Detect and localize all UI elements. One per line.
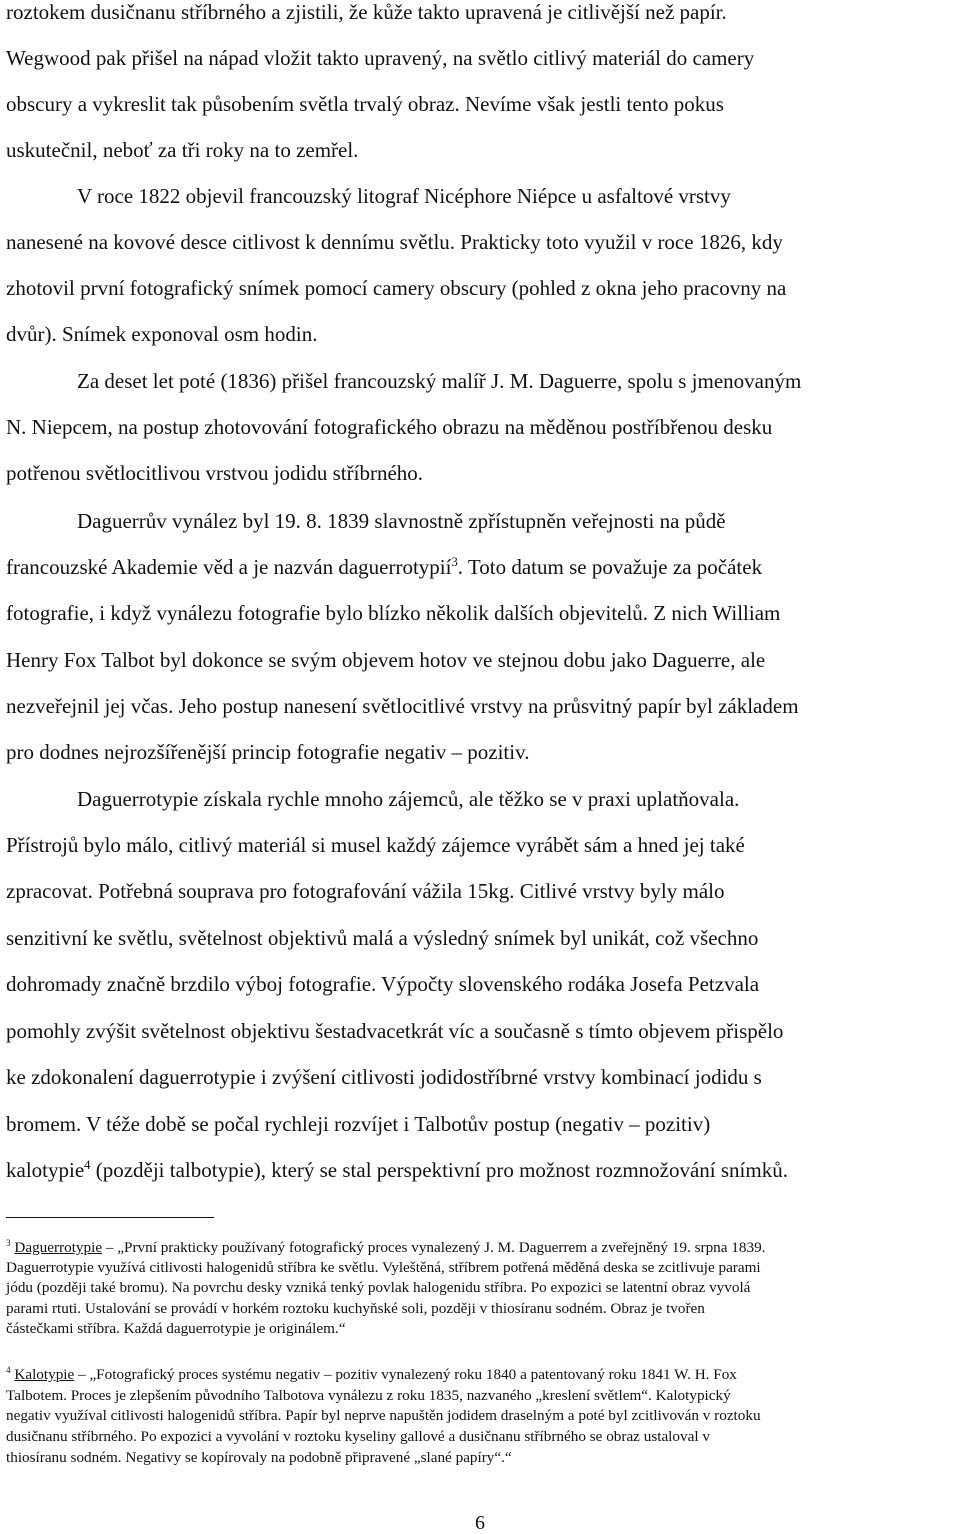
- paragraph-line: uskutečnil, neboť za tři roky na to zemřel.: [6, 138, 359, 162]
- footnote-ref-4[interactable]: 4: [84, 1158, 91, 1172]
- footnote-line: parami rtuti. Ustalování se provádí v horkém roztoku kuchyňské soli, později v thiosíranu sodném. Obraz je tvořen: [6, 1300, 705, 1317]
- footnote-line: jódu (později také bromu). Na povrchu desky vzniká tenký povlak halogenidu stříbra. Po expozici se latentní obraz vyvolá: [6, 1279, 751, 1296]
- paragraph-line: Wegwood pak přišel na nápad vložit takto upravený, na světlo citlivý materiál do camery: [6, 46, 755, 70]
- footnote-text: – „První prakticky používaný fotografický proces vynalezený J. M. Daguerrem a zveřejněný 19. srpna 1839.: [102, 1239, 766, 1256]
- paragraph-line: Henry Fox Talbot byl dokonce se svým objevem hotov ve stejnou dobu jako Daguerre, ale: [6, 648, 766, 672]
- paragraph-line: potřenou světlocitlivou vrstvou jodidu stříbrného.: [6, 461, 424, 485]
- paragraph-line: Daguerrotypie získala rychle mnoho zájemců, ale těžko se v praxi uplatňovala.: [77, 787, 740, 811]
- footnote-4: [6, 1365, 737, 1384]
- footnote-line: thiosíranu sodném. Negativy se kopírovaly na podobně připravené „slané papíry“.“: [6, 1449, 512, 1466]
- paragraph-line: [6, 1157, 788, 1183]
- paragraph-line: Přístrojů bylo málo, citlivý materiál si musel každý zájemce vyrábět sám a hned jej také: [6, 833, 745, 857]
- paragraph-line: zpracovat. Potřebná souprava pro fotografování vážila 15kg. Citlivé vrstvy byly málo: [6, 879, 725, 903]
- line-text: (později talbotypie), který se stal perspektivní pro možnost rozmnožování snímků.: [90, 1158, 788, 1182]
- paragraph-line: dvůr). Snímek exponoval osm hodin.: [6, 322, 318, 346]
- footnote-number: 4: [6, 1364, 11, 1375]
- line-text: kalotypie: [6, 1158, 85, 1182]
- footnote-ref-3[interactable]: 3: [451, 555, 458, 569]
- footnote-text: – „Fotografický proces systému negativ – pozitiv vynalezený roku 1840 a patentovaný roku 1841 W. H. Fox: [74, 1366, 737, 1383]
- footnote-3: [6, 1238, 765, 1257]
- paragraph-line: bromem. V téže době se počal rychleji rozvíjet i Talbotův postup (negativ – pozitiv): [6, 1112, 711, 1136]
- page-number: 6: [475, 1512, 485, 1534]
- paragraph-line: nezveřejnil jej včas. Jeho postup nanesení světlocitlivé vrstvy na průsvitný papír byl základem: [6, 694, 799, 718]
- line-text: . Toto datum se považuje za počátek: [457, 555, 763, 579]
- footnote-line: dusičnanu stříbrného. Po expozici a vyvolání v roztoku kyseliny gallové a dusičnanu stříbrného se obraz ustaloval v: [6, 1428, 710, 1445]
- paragraph-line: Za deset let poté (1836) přišel francouzský malíř J. M. Daguerre, spolu s jmenovaným: [77, 369, 802, 393]
- line-text: francouzské Akademie věd a je nazván daguerrotypií: [6, 555, 452, 579]
- footnote-line: částečkami stříbra. Každá daguerrotypie je originálem.“: [6, 1320, 346, 1337]
- footnote-line: Talbotem. Proces je zlepšením původního Talbotova vynálezu z roku 1835, nazvaného „kreslení světlem“. Kalotypický: [6, 1387, 731, 1404]
- paragraph-line: senzitivní ke světlu, světelnost objektivů malá a výsledný snímek byl unikát, což všechno: [6, 926, 759, 950]
- paragraph-line: Daguerrův vynález byl 19. 8. 1839 slavnostně zpřístupněn veřejnosti na půdě: [77, 509, 726, 533]
- footnote-separator: [6, 1217, 214, 1218]
- paragraph-line: [6, 554, 762, 580]
- paragraph-line: N. Niepcem, na postup zhotovování fotografického obrazu na měděnou postříbřenou desku: [6, 415, 773, 439]
- footnote-line: negativ využíval citlivosti halogenidů stříbra. Papír byl neprve napuštěn jodidem draselným a poté byl zcitlivován v roztoku: [6, 1407, 761, 1424]
- paragraph-line: nanesené na kovové desce citlivost k dennímu světlu. Prakticky toto využil v roce 1826, kdy: [6, 230, 783, 254]
- paragraph-line: roztokem dusičnanu stříbrného a zjistili, že kůže takto upravená je citlivější než papír.: [6, 0, 727, 24]
- paragraph-line: ke zdokonalení daguerrotypie i zvýšení citlivosti jodidostříbrné vrstvy kombinací jodidu s: [6, 1065, 762, 1089]
- paragraph-line: obscury a vykreslit tak působením světla trvalý obraz. Nevíme však jestli tento pokus: [6, 92, 724, 116]
- paragraph-line: pro dodnes nejrozšířenější princip fotografie negativ – pozitiv.: [6, 740, 530, 764]
- footnote-number: 3: [6, 1237, 11, 1248]
- paragraph-line: V roce 1822 objevil francouzský litograf Nicéphore Niépce u asfaltové vrstvy: [77, 184, 731, 208]
- paragraph-line: dohromady značně brzdilo výboj fotografie. Výpočty slovenského rodáka Josefa Petzvala: [6, 972, 760, 996]
- paragraph-line: fotografie, i když vynálezu fotografie bylo blízko několik dalších objevitelů. Z nich William: [6, 601, 781, 625]
- paragraph-line: zhotovil první fotografický snímek pomocí camery obscury (pohled z okna jeho pracovny na: [6, 276, 787, 300]
- footnote-line: Daguerrotypie využívá citlivosti halogenidů stříbra ke světlu. Vyleštěná, stříbrem potřená měděná deska se zcitlivuje parami: [6, 1259, 761, 1276]
- footnote-term[interactable]: Kalotypie: [14, 1366, 75, 1383]
- paragraph-line: pomohly zvýšit světelnost objektivu šestadvacetkrát víc a současně s tímto objevem přispělo: [6, 1019, 784, 1043]
- footnote-term[interactable]: Daguerrotypie: [14, 1239, 103, 1256]
